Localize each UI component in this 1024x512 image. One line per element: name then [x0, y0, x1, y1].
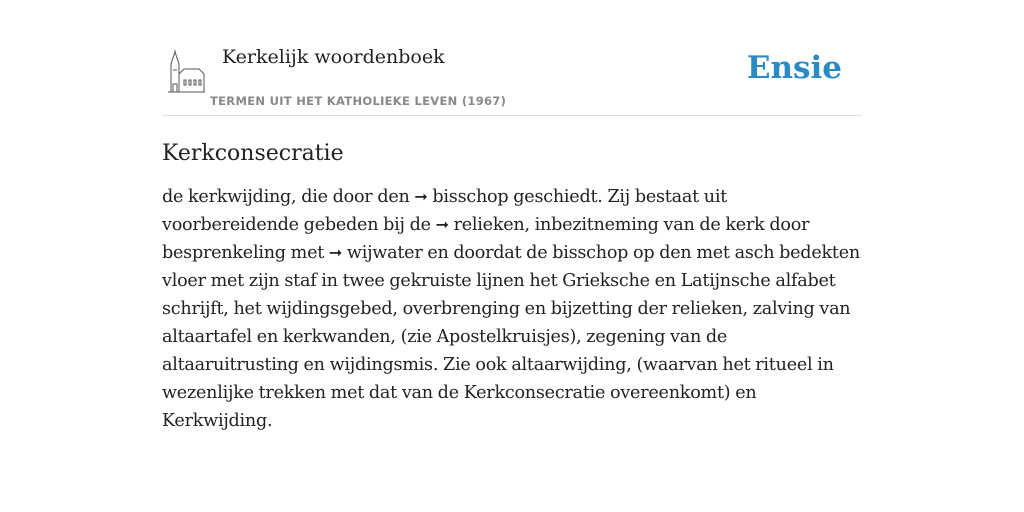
reference-arrow-icon: ➞ [414, 187, 428, 206]
book-subtitle: TERMEN UIT HET KATHOLIEKE LEVEN (1967) [210, 94, 507, 108]
page [162, 40, 862, 435]
entry-definition [162, 183, 862, 435]
reference-arrow-icon: ➞ [435, 215, 449, 234]
church-icon[interactable] [166, 50, 206, 94]
entry-title: Kerkconsecratie [162, 141, 344, 166]
reference-arrow-icon: ➞ [328, 243, 343, 262]
reference-link-bisschop[interactable]: bisschop [432, 187, 509, 207]
brand-logo[interactable]: Ensie [746, 50, 842, 86]
definition-text: en doordat de bisschop op den met asch bedekten vloer met zijn staf in twee gekruiste lijnen het Grieksche en Latijnsche alfabet schrijft, het wijdingsgebed, overbrenging en bijzetting der relieken, zalving van altaartafel en kerkwanden, (zie Apostelkruisjes), zegening van de altaaruitrusting en wijdingsmis. Zie ook altaarwijding, (waarvan het ritueel in wezenlijke trekken met dat van de Kerkconsecratie overeenkomt) en Kerkwijding. [162, 243, 860, 431]
book-title[interactable]: Kerkelijk woordenboek [222, 46, 445, 68]
book-header [162, 40, 862, 116]
definition-text: de kerkwijding, die door den [162, 187, 415, 207]
reference-link-relieken[interactable]: relieken [453, 215, 525, 235]
reference-link-wijwater[interactable]: wijwater [346, 243, 423, 263]
definition-text: geschiedt. Zij bestaat uit voorbereidende gebeden bij de [162, 187, 728, 235]
definition-text: , inbezitneming van de kerk door besprenkeling met [162, 215, 810, 263]
